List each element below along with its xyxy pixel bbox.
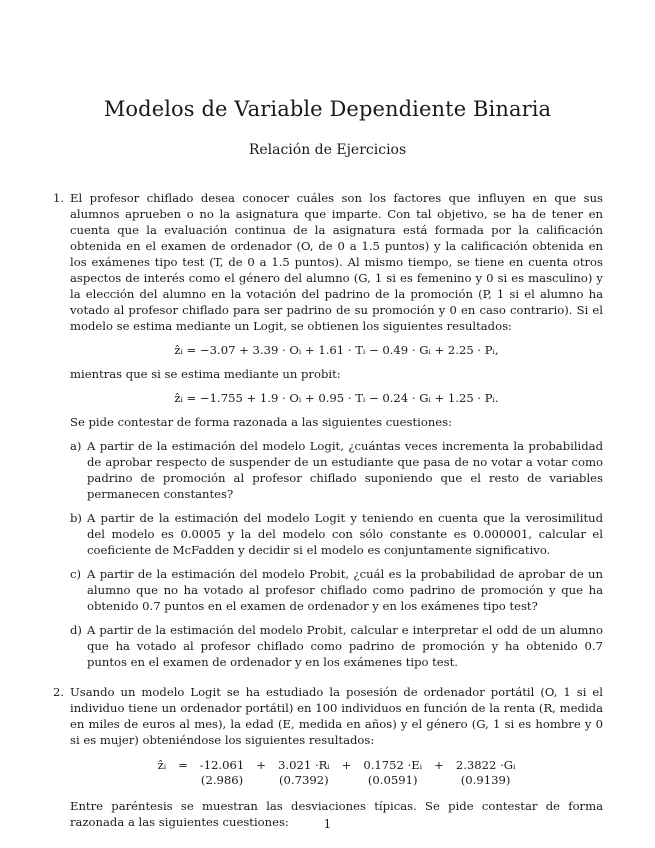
exercise-number: 1. (53, 191, 65, 205)
question-text: A partir de la estimación del modelo Probit, calcular e interpretar el odd de un alumno que ha votado al profesor chiflado como padrino de promoción y ha obtenido 0.7 puntos en el examen de ordenador y en los exámenes tipo test. (87, 623, 603, 669)
regression-se-row (152, 773, 522, 788)
regression-plus: + (434, 758, 444, 772)
exercise-intro: El profesor chiflado desea conocer cuáles son los factores que influyen en que sus alumnos aprueben o no la asignatura que imparte. Con tal objetivo, se ha de tener en cuenta que la evaluación continua de la asignatura está formada por la calificación obtenida en el examen de ordenador (O, de 0 a 1.5 puntos) y la calificación obtenida en los exámenes tipo test (T, de 0 a 1.5 puntos). Al mismo tiempo, se tiene en cuenta otros aspectos de interés como el género del alumno (G, 1 si es femenino y 0 si es masculino) y la elección del alumno en la votación del padrino de la promoción (P, 1 si el alumno ha votado al profesor chiflado para ser padrino de su promoción y 0 en caso contrario). Si el modelo se estima mediante un Logit, se obtienen los siguientes resultados: (70, 191, 603, 333)
question-text: A partir de la estimación del modelo Logit y teniendo en cuenta que la verosimilitud del modelo es 0.0005 y la del modelo con sólo constante es 0.000001, calcular el coeficiente de McFadden y decidir si el modelo es conjuntamente significativo. (87, 511, 603, 557)
regression-coef: 0.1752 ·Eᵢ (363, 758, 423, 772)
probit-intro: mientras que si se estima mediante un probit: (70, 367, 341, 381)
question-c (70, 566, 603, 614)
question-label: d) (70, 623, 82, 637)
exercise-1 (53, 190, 603, 670)
question-b (70, 510, 603, 558)
regression-plus: + (341, 758, 352, 772)
question-label: a) (70, 439, 82, 453)
exercise-list (53, 190, 603, 830)
logit-equation: ẑᵢ = −3.07 + 3.39 · Oᵢ + 1.61 · Tᵢ − 0.49 · Gᵢ + 2.25 · Pᵢ, (174, 343, 499, 357)
regression-coef: 2.3822 ·Gᵢ (455, 758, 516, 772)
regression-se: (0.9139) (460, 773, 511, 787)
question-label: b) (70, 511, 82, 525)
page-number: 1 (323, 817, 332, 831)
regression-se: (0.0591) (367, 773, 418, 787)
exercise-followup: Entre paréntesis se muestran las desviaciones típicas. Se pide contestar de forma razonada a las siguientes cuestiones: (70, 799, 603, 829)
regression-plus: + (256, 758, 267, 772)
probit-equation: ẑᵢ = −1.755 + 1.9 · Oᵢ + 0.95 · Tᵢ − 0.24 · Gᵢ + 1.25 · Pᵢ. (174, 391, 499, 405)
question-text: A partir de la estimación del modelo Probit, ¿cuál es la probabilidad de aprobar de un alumno que no ha votado al profesor chiflado como padrino de promoción y que ha obtenido 0.7 puntos en el examen de ordenador y en los exámenes tipo test? (87, 567, 603, 613)
question-label: c) (70, 567, 82, 581)
document-title: Modelos de Variable Dependiente Binaria (103, 97, 552, 121)
regression-se: (2.986) (200, 773, 244, 787)
questions-prompt: Se pide contestar de forma razonada a las siguientes cuestiones: (70, 415, 452, 429)
document-subtitle: Relación de Ejercicios (248, 142, 407, 158)
question-text: A partir de la estimación del modelo Logit, ¿cuántas veces incrementa la probabilidad de aprobar respecto de suspender de un estudiante que pasa de no votar a votar como padrino de promoción al profesor chiflado suponiendo que el resto de variables permanecen constantes? (87, 439, 603, 501)
regression-lhs: ẑᵢ (157, 758, 167, 772)
regression-coef-row (152, 758, 522, 773)
exercise-2 (53, 684, 603, 830)
regression-coef: 3.021 ·Rᵢ (278, 758, 330, 772)
exercise-intro: Usando un modelo Logit se ha estudiado la posesión de ordenador portátil (O, 1 si el individuo tiene un ordenador portátil) en 100 individuos en función de la renta (R, medida en miles de euros al mes), la edad (E, medida en años) y el género (G, 1 si es hombre y 0 si es mujer) obteniéndose los siguientes resultados: (70, 685, 603, 747)
regression-coef: -12.061 (199, 758, 245, 772)
question-a (70, 438, 603, 502)
regression-se: (0.7392) (279, 773, 329, 787)
exercise-number: 2. (53, 685, 65, 699)
question-d (70, 622, 603, 670)
regression-equals: = (178, 758, 188, 772)
regression-results (152, 758, 522, 788)
